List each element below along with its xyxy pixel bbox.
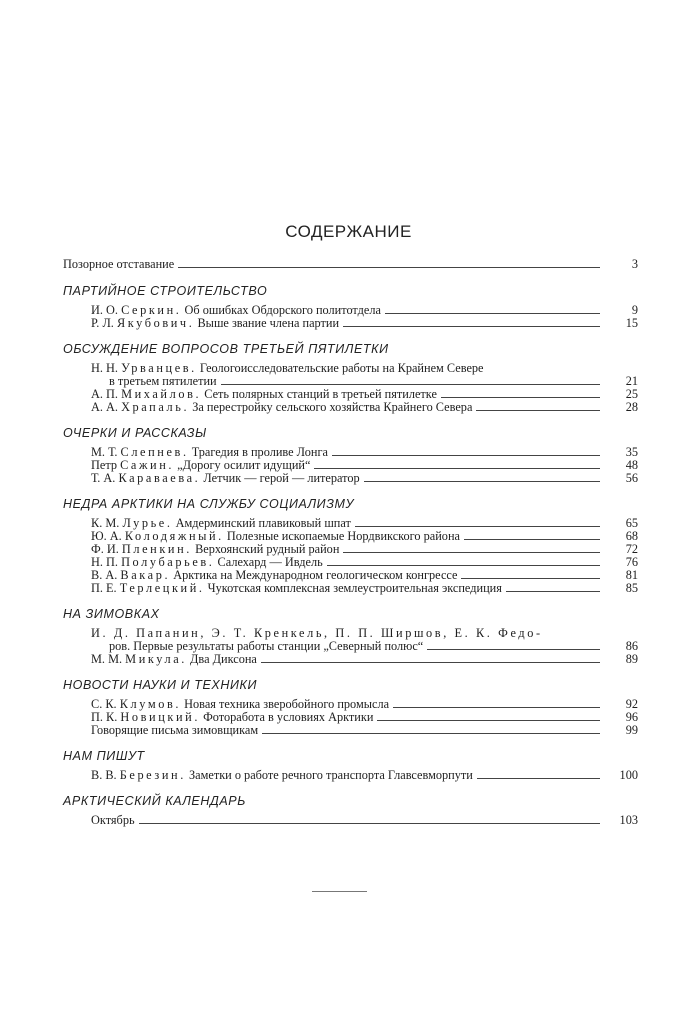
section-heading: НОВОСТИ НАУКИ И ТЕХНИКИ [63, 678, 258, 692]
entry-title: Амдерминский плавиковый шпат [175, 516, 351, 530]
page-number: 100 [619, 768, 638, 782]
page-number: 86 [625, 639, 638, 653]
dot-leader [178, 267, 600, 268]
entry-title: Трагедия в проливе Лонга [191, 445, 328, 459]
page-number: 56 [625, 471, 638, 485]
author-initials: Ф. И. [91, 542, 119, 556]
dot-leader [343, 552, 600, 553]
dot-leader [343, 326, 600, 327]
author-name: Урванцев. [121, 361, 197, 375]
page-number: 89 [625, 652, 638, 666]
author-name: Караваева. [118, 471, 201, 485]
dot-leader [477, 778, 600, 779]
entry-title: Фоторабота в условиях Арктики [203, 710, 374, 724]
section-heading: НА ЗИМОВКАХ [63, 607, 160, 621]
toc-section [63, 427, 638, 485]
section-heading: АРКТИЧЕСКИЙ КАЛЕНДАРЬ [63, 794, 246, 808]
section-heading: ОБСУЖДЕНИЕ ВОПРОСОВ ТРЕТЬЕЙ ПЯТИЛЕТКИ [63, 342, 389, 356]
author-name: Полубарьев. [121, 555, 215, 569]
table-of-contents [63, 258, 638, 840]
author-name: Колодяжный. [124, 529, 224, 543]
author-name: Терлецкий. [119, 581, 205, 595]
author-initials: М. Т. [91, 445, 118, 459]
dot-leader [385, 313, 600, 314]
author-name: Серкин. [121, 303, 182, 317]
dot-leader [506, 591, 600, 592]
dot-leader [332, 455, 600, 456]
entry-title: „Дорогу осилит идущий“ [177, 458, 311, 472]
dot-leader [377, 720, 600, 721]
entry-title: Новая техника зверобойного промысла [184, 697, 390, 711]
toc-entry[interactable] [63, 769, 638, 782]
author-initials: Р. Л. [91, 316, 114, 330]
entry-title: Верхоянский рудный район [195, 542, 340, 556]
page-number: 103 [619, 813, 638, 827]
page-number: 85 [625, 581, 638, 595]
author-name: Слепнев. [120, 445, 189, 459]
page-number: 48 [625, 458, 638, 472]
entry-title: Заметки о работе речного транспорта Главсевморпути [188, 768, 473, 782]
page-number: 99 [625, 723, 638, 737]
entry-text [91, 814, 135, 827]
entry-text [91, 472, 360, 485]
author-initials: М. М. [91, 652, 123, 666]
dot-leader [476, 410, 600, 411]
page-number: 25 [625, 387, 638, 401]
page-number: 72 [625, 542, 638, 556]
dot-leader [262, 733, 600, 734]
sections-container [63, 285, 638, 827]
section-heading: НАМ ПИШУТ [63, 749, 145, 763]
page-title: СОДЕРЖАНИЕ [285, 222, 412, 241]
author-name: Микула. [125, 652, 187, 666]
dot-leader [427, 649, 600, 650]
page-number: 9 [631, 303, 638, 317]
entry-text [91, 769, 473, 782]
author-name: Михайлов. [121, 387, 202, 401]
dot-leader [221, 384, 600, 385]
entry-text [91, 724, 258, 737]
page-number: 65 [625, 516, 638, 530]
entry-text [91, 653, 257, 666]
entry-text [91, 317, 339, 330]
page-number: 28 [625, 400, 638, 414]
entry-text [91, 582, 502, 595]
toc-entry[interactable] [63, 317, 638, 330]
entry-title: Геологоисследовательские работы на Крайнем Севере [199, 361, 484, 375]
page-number: 35 [625, 445, 638, 459]
author-initials: Ю. А. [91, 529, 122, 543]
dot-leader [461, 578, 600, 579]
entry-title: Летчик — герой — литератор [203, 471, 360, 485]
toc-entry[interactable] [63, 472, 638, 485]
author-name: Вакар. [120, 568, 171, 582]
toc-section [63, 343, 638, 414]
entry-title: Позорное отставание [63, 257, 175, 271]
author-initials: П. К. [91, 710, 118, 724]
author-name: Лурье. [122, 516, 173, 530]
entry-title: Октябрь [91, 813, 135, 827]
page-number: 96 [625, 710, 638, 724]
entry-title: Сеть полярных станций в третьей пятилетке [204, 387, 437, 401]
toc-section [63, 750, 638, 782]
toc-section [63, 679, 638, 737]
page-number: 3 [631, 257, 638, 271]
entry-title: Говорящие письма зимовщикам [91, 723, 259, 737]
toc-entry[interactable] [63, 724, 638, 737]
author-name: Пленкин. [121, 542, 192, 556]
author-initials: А. А. [91, 400, 118, 414]
entry-title: Арктика на Международном геологическом конгрессе [173, 568, 458, 582]
page-number: 92 [625, 697, 638, 711]
dot-leader [355, 526, 600, 527]
page-number: 81 [625, 568, 638, 582]
toc-entry-intro[interactable] [63, 258, 638, 271]
author-name: Березин. [119, 768, 186, 782]
dot-leader [261, 662, 600, 663]
entry-title: Чукотская комплексная землеустроительная экспедиция [207, 581, 502, 595]
author-initials: С. К. [91, 697, 117, 711]
author-name: Якубович. [116, 316, 195, 330]
section-heading: ПАРТИЙНОЕ СТРОИТЕЛЬСТВО [63, 284, 268, 298]
entry-title: Салехард — Ивдель [217, 555, 323, 569]
entry-title: За перестройку сельского хозяйства Крайнего Севера [192, 400, 473, 414]
author-initials: П. Е. [91, 581, 117, 595]
toc-entry[interactable] [63, 653, 638, 666]
author-initials: Петр [91, 458, 118, 472]
entry-authors: И. Д. Папанин, Э. Т. Кренкель, П. П. Ширшов, Е. К. Федо- [91, 626, 543, 640]
author-initials: К. М. [91, 516, 120, 530]
page-number: 21 [625, 374, 638, 388]
author-name: Сажин. [120, 458, 175, 472]
dot-leader [464, 539, 600, 540]
dot-leader [327, 565, 600, 566]
entry-title: Об ошибках Обдорского политотдела [184, 303, 381, 317]
toc-entry[interactable] [63, 401, 638, 414]
entry-text [91, 401, 472, 414]
end-divider [312, 891, 367, 892]
dot-leader [441, 397, 600, 398]
toc-section [63, 795, 638, 827]
dot-leader [364, 481, 600, 482]
toc-section [63, 498, 638, 595]
entry-title-continuation: ров. Первые результаты работы станции „Северный полюс“ [109, 639, 424, 653]
author-initials: Н. Н. [91, 361, 118, 375]
toc-entry[interactable] [63, 814, 638, 827]
author-initials: Т. А. [91, 471, 116, 485]
section-heading: ОЧЕРКИ И РАССКАЗЫ [63, 426, 207, 440]
author-name: Новицкий. [120, 710, 200, 724]
author-initials: В. А. [91, 568, 118, 582]
dot-leader [393, 707, 600, 708]
author-initials: В. В. [91, 768, 117, 782]
author-initials: И. О. [91, 303, 118, 317]
author-initials: А. П. [91, 387, 118, 401]
toc-entry[interactable] [63, 582, 638, 595]
dot-leader [314, 468, 600, 469]
entry-title: Выше звание члена партии [197, 316, 340, 330]
page-number: 15 [625, 316, 638, 330]
entry-title: Два Диксона [190, 652, 257, 666]
section-heading: НЕДРА АРКТИКИ НА СЛУЖБУ СОЦИАЛИЗМУ [63, 497, 355, 511]
dot-leader [139, 823, 600, 824]
toc-section [63, 608, 638, 666]
entry-title: Полезные ископаемые Нордвикского района [226, 529, 460, 543]
page-number: 76 [625, 555, 638, 569]
entry-title-continuation: в третьем пятилетии [109, 374, 217, 388]
toc-section [63, 285, 638, 330]
author-name: Храпаль. [121, 400, 190, 414]
author-initials: Н. П. [91, 555, 118, 569]
author-name: Клумов. [119, 697, 182, 711]
page-number: 68 [625, 529, 638, 543]
